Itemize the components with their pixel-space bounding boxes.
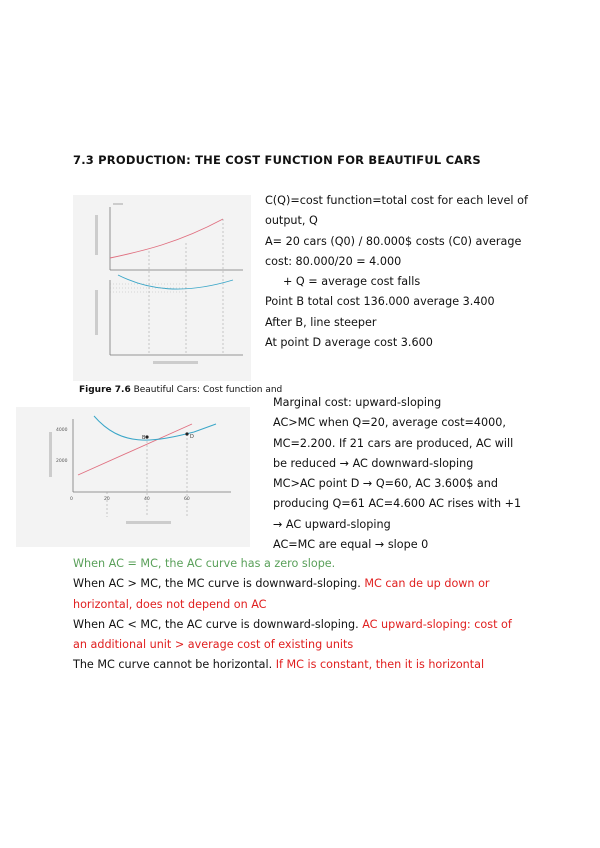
- figure-cost-function-graphic: [73, 195, 251, 381]
- y-tick-label: 2000: [56, 459, 68, 464]
- statement-2: [73, 574, 512, 594]
- figure-marginal-cost-graphic: [16, 407, 250, 547]
- statement-2-comment-cont: horizontal, does not depend on AC: [73, 597, 267, 611]
- statement-4-comment: If MC is constant, then it is horizontal: [275, 658, 485, 672]
- note-line: producing Q=61 AC=4.600 AC rises with +1: [273, 497, 522, 511]
- note-line: be reduced → AC downward-sloping: [273, 456, 474, 470]
- point-b-label: B: [142, 435, 146, 441]
- figure-caption-text: Beautiful Cars: Cost function and: [130, 385, 283, 395]
- x-tick-label: 40: [144, 497, 150, 502]
- note-line: AC>MC when Q=20, average cost=4000,: [273, 416, 506, 430]
- statement-3-text: When AC < MC, the AC curve is downward-sloping.: [73, 617, 363, 631]
- section-heading: 7.3 PRODUCTION: THE COST FUNCTION FOR BEAUTIFUL CARS: [73, 153, 481, 167]
- x-tick-label: 0: [70, 497, 73, 502]
- note-line: C(Q)=cost function=total cost for each level of: [265, 194, 528, 207]
- note-line: After B, line steeper: [265, 315, 377, 329]
- point-d-label: D: [190, 434, 194, 440]
- notes-marginal-cost: [273, 393, 521, 555]
- x-tick-label: 20: [104, 497, 110, 502]
- note-line: At point D average cost 3.600: [265, 336, 433, 350]
- note-line: MC=2.200. If 21 cars are produced, AC will: [273, 436, 514, 450]
- figure-caption-label: Figure 7.6: [79, 385, 131, 395]
- note-line: output, Q: [265, 214, 318, 228]
- notes-cost-function: [265, 191, 528, 353]
- note-line: cost: 80.000/20 = 4.000: [265, 254, 402, 268]
- figure-caption: [79, 385, 282, 395]
- statements: [73, 554, 512, 676]
- note-line: Point B total cost 136.000 average 3.400: [265, 295, 495, 309]
- note-line: MC>AC point D → Q=60, AC 3.600$ and: [273, 477, 498, 491]
- x-tick-label: 60: [184, 497, 190, 502]
- statement-2-text: When AC > MC, the MC curve is downward-sloping.: [73, 577, 365, 591]
- statement-3: [73, 615, 512, 635]
- statement-3-comment: AC upward-sloping: cost of: [362, 617, 512, 631]
- statement-4-text: The MC curve cannot be horizontal.: [73, 658, 276, 672]
- statement-1: When AC = MC, the AC curve has a zero slope.: [73, 557, 336, 570]
- note-line: AC=MC are equal → slope 0: [273, 538, 429, 552]
- statement-3-comment-cont: an additional unit > average cost of existing units: [73, 638, 354, 652]
- note-line: Marginal cost: upward-sloping: [273, 396, 442, 409]
- note-line: + Q = average cost falls: [283, 275, 421, 289]
- statement-4: [73, 655, 512, 675]
- y-tick-label: 4000: [56, 428, 68, 433]
- note-line: A= 20 cars (Q0) / 80.000$ costs (C0) average: [265, 234, 522, 248]
- figure-cost-function: [73, 195, 251, 381]
- figure-marginal-cost: [16, 407, 250, 547]
- statement-2-comment: MC can de up down or: [364, 577, 490, 591]
- note-line: → AC upward-sloping: [273, 517, 391, 531]
